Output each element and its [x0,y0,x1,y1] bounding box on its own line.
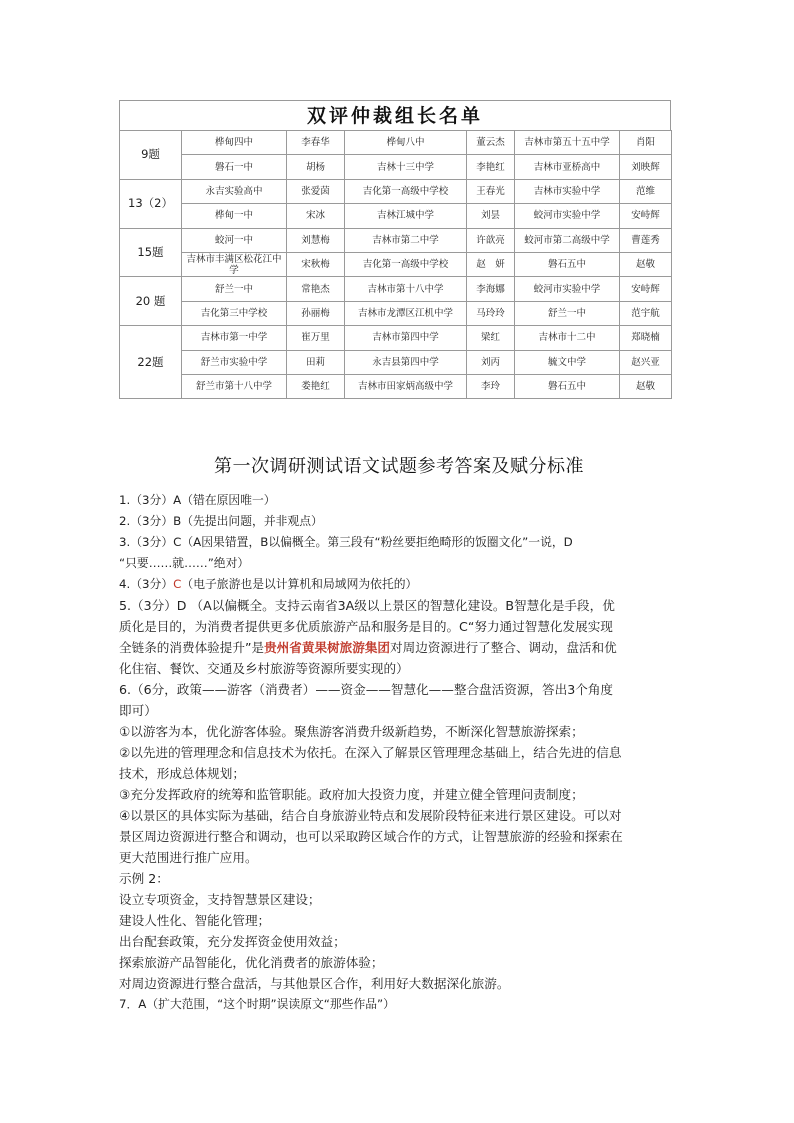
name-cell: 刘丙 [467,350,515,374]
example-line-1: 设立专项资金，支持智慧景区建设； [119,892,321,907]
school-cell: 永吉实验高中 [182,179,287,203]
name-cell: 宋冰 [287,204,345,228]
table-row [120,252,672,276]
answer-1: 1.（3分）A（错在原因唯一） [119,493,276,507]
answer-key-title: 第一次调研测试语文试题参考答案及赋分标准 [214,456,584,477]
school-cell: 舒兰一中 [182,277,287,301]
name-cell: 郑晓楠 [620,326,672,350]
table-row [120,350,672,374]
school-cell: 吉林市实验中学 [515,179,620,203]
school-cell: 磐石五中 [515,252,620,276]
school-cell: 吉林市龙潭区江机中学 [345,301,467,325]
answer-5-line-3 [119,637,679,658]
name-cell: 宋秋梅 [287,252,345,276]
school-cell: 蛟河一中 [182,228,287,252]
name-cell: 李玲 [467,374,515,398]
answer-6-point-4-line-1: ④以景区的具体实际为基础，结合自身旅游业特点和发展阶段特征来进行景区建设。可以对 [119,808,622,823]
name-cell: 常艳杰 [287,277,345,301]
answer-6-point-3: ③充分发挥政府的统筹和监管职能。政府加大投资力度，并建立健全管理问责制度； [119,787,584,802]
answer-6-line-1: 6.（6分，政策——游客（消费者）——资金——智慧化——整合盘活资源，答出3个角度 [119,682,614,697]
answer-5-highlight: 贵州省黄果树旅游集团 [264,640,390,655]
school-cell: 吉林市第一中学 [182,326,287,350]
school-cell: 蛟河市实验中学 [515,277,620,301]
school-cell: 磐石一中 [182,155,287,179]
school-cell: 吉林十三中学 [345,155,467,179]
example-line-5: 对周边资源进行整合盘活，与其他景区合作，利用好大数据深化旅游。 [119,976,510,991]
answer-4-choice: C [173,577,182,591]
school-cell: 舒兰市实验中学 [182,350,287,374]
name-cell: 田莉 [287,350,345,374]
answer-7: 7．A（扩大范围，“这个时期”误读原文“那些作品”） [119,997,395,1011]
answer-3-line-1: 3.（3分）C（A因果错置，B以偏概全。第三段有“粉丝要拒绝畸形的饭圈文化”一说，D [119,535,573,549]
answer-4-explanation: （电子旅游也是以计算机和局域网为依托的） [181,577,418,591]
table-row [120,228,672,252]
question-cell: 15题 [120,228,182,277]
school-cell: 舒兰市第十八中学 [182,374,287,398]
name-cell: 范宇航 [620,301,672,325]
name-cell: 刘昙 [467,204,515,228]
answer-6-point-2-line-1: ②以先进的管理理念和信息技术为依托。在深入了解景区管理理念基础上，结合先进的信息 [119,745,622,760]
name-cell: 梁红 [467,326,515,350]
name-cell: 张爱茵 [287,179,345,203]
table-row [120,179,672,203]
arbitration-table-section [119,100,671,399]
name-cell: 马玲玲 [467,301,515,325]
name-cell: 崔万里 [287,326,345,350]
answer-5-line-2: 质化是目的，为消费者提供更多优质旅游产品和服务是目的。C“努力通过智慧化发展实现 [119,619,613,634]
example-line-3: 出台配套政策，充分发挥资金使用效益； [119,934,346,949]
name-cell: 曹莲秀 [620,228,672,252]
question-cell: 9题 [120,131,182,180]
name-cell: 娄艳红 [287,374,345,398]
name-cell: 王春光 [467,179,515,203]
answer-4-prefix: 4.（3分） [119,577,174,591]
name-cell: 刘慧梅 [287,228,345,252]
school-cell: 桦甸一中 [182,204,287,228]
answer-key-section [119,452,679,1015]
name-cell: 许歆亮 [467,228,515,252]
school-cell: 永吉县第四中学 [345,350,467,374]
table-row [120,374,672,398]
name-cell: 孙丽梅 [287,301,345,325]
name-cell: 刘映辉 [620,155,672,179]
school-cell: 桦甸八中 [345,131,467,155]
name-cell: 胡杨 [287,155,345,179]
name-cell: 安峙辉 [620,277,672,301]
school-cell: 磐石五中 [515,374,620,398]
school-cell: 舒兰一中 [515,301,620,325]
question-cell: 22题 [120,326,182,399]
school-cell: 吉林市丰满区松花江中学 [182,252,287,276]
name-cell: 肖阳 [620,131,672,155]
answer-2: 2.（3分）B（先提出问题，并非观点） [119,514,323,528]
table-row [120,155,672,179]
school-cell: 吉林市第十八中学 [345,277,467,301]
school-cell: 蛟河市第二高级中学 [515,228,620,252]
arbitration-table [119,130,672,399]
school-cell: 桦甸四中 [182,131,287,155]
answer-5-text-c: 对周边资源进行了整合、调动，盘活和优 [390,640,617,655]
table-row [120,131,672,155]
example-line-2: 建设人性化、智能化管理； [119,913,271,928]
school-cell: 毓文中学 [515,350,620,374]
school-cell: 吉林市第五十五中学 [515,131,620,155]
name-cell: 赵敬 [620,374,672,398]
table-title: 双评仲裁组长名单 [119,100,671,130]
answer-4 [119,574,679,595]
school-cell: 吉林江城中学 [345,204,467,228]
name-cell: 安峙辉 [620,204,672,228]
name-cell: 李海娜 [467,277,515,301]
school-cell: 吉化第一高级中学校 [345,252,467,276]
school-cell: 蛟河市实验中学 [515,204,620,228]
school-cell: 吉林市十二中 [515,326,620,350]
school-cell: 吉林市第四中学 [345,326,467,350]
table-row [120,326,672,350]
answer-6-line-2: 即可） [119,703,157,718]
school-cell: 吉化第三中学校 [182,301,287,325]
name-cell: 李艳红 [467,155,515,179]
name-cell: 李春华 [287,131,345,155]
school-cell: 吉林市第二中学 [345,228,467,252]
answer-3-line-2: “只要……就……”绝对） [119,556,250,570]
table-row [120,277,672,301]
school-cell: 吉林市亚桥高中 [515,155,620,179]
table-row [120,204,672,228]
school-cell: 吉林市田家炳高级中学 [345,374,467,398]
answer-6-point-2-line-2: 技术，形成总体规划； [119,766,245,781]
answer-6-point-4-line-2: 景区周边资源进行整合和调动，也可以采取跨区域合作的方式，让智慧旅游的经验和探索在 [119,829,623,844]
answer-5-line-4: 化住宿、餐饮、交通及乡村旅游等资源所要实现的） [119,661,409,676]
example-line-4: 探索旅游产品智能化，优化消费者的旅游体验； [119,955,384,970]
name-cell: 范维 [620,179,672,203]
table-row [120,301,672,325]
question-cell: 20 题 [120,277,182,326]
name-cell: 董云杰 [467,131,515,155]
example-2-title: 示例 2： [119,871,169,886]
answer-6-point-1: ①以游客为本，优化游客体验。聚焦游客消费升级新趋势，不断深化智慧旅游探索； [119,724,584,739]
answer-5-text-a: 全链条的消费体验提升”是 [119,640,265,655]
school-cell: 吉化第一高级中学校 [345,179,467,203]
name-cell: 赵 妍 [467,252,515,276]
name-cell: 赵兴亚 [620,350,672,374]
answer-5-line-1: 5.（3分）D （A以偏概全。支持云南省3A级以上景区的智慧化建设。B智慧化是手段，优 [119,598,615,613]
name-cell: 赵敬 [620,252,672,276]
answer-6-point-4-line-3: 更大范围进行推广应用。 [119,850,258,865]
question-cell: 13（2） [120,179,182,228]
